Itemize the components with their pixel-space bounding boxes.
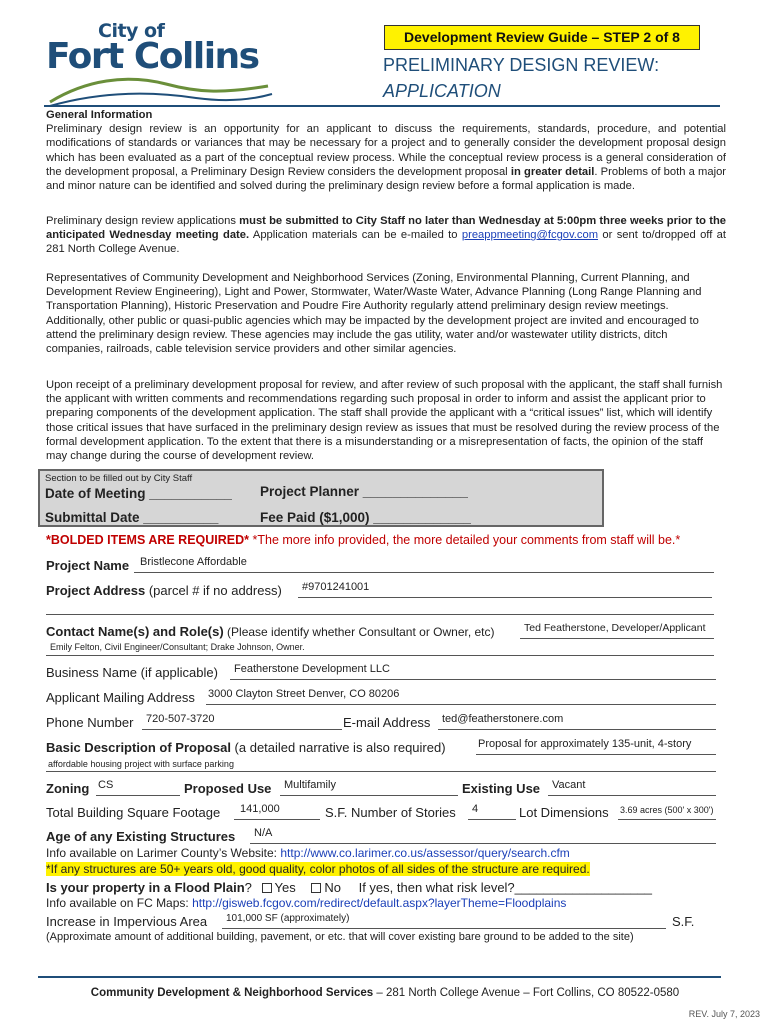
larimer-text: Info available on Larimer County’s Website: bbox=[46, 846, 281, 860]
text: Application materials can be e-mailed to bbox=[249, 229, 462, 242]
impervious-label: Increase in Impervious Area bbox=[46, 914, 208, 929]
zoning-label: Zoning bbox=[46, 781, 90, 796]
contact-label: Contact Name(s) and Role(s) bbox=[46, 624, 224, 639]
email-label: E-mail Address bbox=[343, 715, 431, 730]
larimer-info bbox=[46, 846, 570, 860]
fcmaps-text: Info available on FC Maps: bbox=[46, 896, 193, 910]
sqft-label: Total Building Square Footage bbox=[46, 805, 221, 820]
date-of-meeting-field: Date of Meeting ___________ bbox=[45, 486, 232, 501]
photos-note-text: *If any structures are 50+ years old, good quality, color photos of all sides of the structure are required. bbox=[46, 862, 590, 876]
age-line bbox=[250, 843, 716, 844]
flood-yes-label: Yes bbox=[274, 880, 296, 895]
description-input[interactable]: Proposal for approximately 135-unit, 4-story bbox=[478, 738, 692, 750]
phone-line bbox=[142, 729, 342, 730]
sqft-row bbox=[46, 805, 220, 820]
contact-note: (Please identify whether Consultant or Owner, etc) bbox=[223, 625, 495, 639]
existing-use-row bbox=[462, 781, 540, 796]
impervious-unit: S.F. bbox=[672, 914, 695, 929]
text: Preliminary design review applications bbox=[46, 215, 240, 227]
text-bold: must be submitted to City Staff no later than Wednesday at 5:00pm three weeks prior to the anticipated Wednesday meeting date. bbox=[46, 215, 727, 242]
general-info-paragraph-2 bbox=[46, 214, 726, 257]
larimer-link[interactable]: http://www.co.larimer.co.us/assessor/query/search.cfm bbox=[280, 846, 570, 860]
email-link[interactable]: preappmeeting@fcgov.com bbox=[461, 229, 599, 242]
mailing-row bbox=[46, 690, 195, 705]
text-bold: in greater detail bbox=[510, 165, 595, 178]
flood-risk-label: If yes, then what risk level?___________________ bbox=[358, 880, 653, 895]
photos-note bbox=[46, 862, 590, 876]
footer-address: – 281 North College Avenue – Fort Collins, CO 80522-0580 bbox=[373, 987, 680, 999]
contact-row bbox=[46, 624, 495, 639]
impervious-input[interactable]: 101,000 SF (approximately) bbox=[226, 913, 350, 924]
existing-use-line bbox=[548, 795, 716, 796]
email-input[interactable]: ted@featherstonere.com bbox=[442, 713, 564, 725]
lot-label: Lot Dimensions bbox=[519, 805, 609, 820]
text: Preliminary design review is an opportunity for an applicant to discuss the requirements, standards, procedure, and potential modifications of standards or variances that may be necessary for a project and to generally consider the development proposal design which has been evaluated as a part of the conceptual review process. While the conceptual review process is a general consideration of the development proposal, a Preliminary Design Review considers the development proposal bbox=[46, 123, 726, 178]
flood-q: ? bbox=[244, 880, 252, 895]
project-address-line bbox=[298, 597, 712, 598]
text: or sent to/dropped off at 281 North College Avenue. bbox=[46, 229, 726, 256]
impervious-line bbox=[222, 928, 666, 929]
phone-label: Phone Number bbox=[46, 715, 134, 730]
fee-paid-field: Fee Paid ($1,000) _____________ bbox=[260, 510, 471, 525]
business-name-label: Business Name (if applicable) bbox=[46, 665, 218, 680]
city-logo bbox=[46, 20, 276, 110]
contact-line-2 bbox=[46, 655, 714, 656]
business-name-line bbox=[230, 679, 716, 680]
contact-input[interactable]: Ted Featherstone, Developer/Applicant bbox=[524, 622, 706, 634]
page-subtitle: APPLICATION bbox=[383, 81, 501, 101]
lot-line bbox=[618, 819, 716, 820]
header-divider bbox=[44, 105, 720, 107]
proposed-use-input[interactable]: Multifamily bbox=[284, 779, 336, 791]
flood-no-checkbox[interactable] bbox=[311, 883, 321, 893]
general-info-paragraph-3: Representatives of Community Development and Neighborhood Services (Zoning, Environmental Planning, Current Planning, and Development Review Engineering), Light and Power, Stormwater, Water/Waste Water, Advance Planning (Long Range Planning and Transportation Planning), Historic Preservation and Poudre Fire Authority regularly attend preliminary design review meetings. Additionally, other public or quasi-public agencies which may be impacted by the development project are invited and encouraged to attend the preliminary design review. These agencies may include the gas utility, water and/or wastewater utility districts, ditch companies, railroads, cable television service providers and other similar agencies. bbox=[46, 272, 702, 356]
existing-use-input[interactable]: Vacant bbox=[552, 779, 586, 791]
phone-row bbox=[46, 715, 133, 730]
footer bbox=[0, 987, 770, 999]
project-planner-field: Project Planner ______________ bbox=[260, 484, 468, 499]
general-info-paragraph-4: Upon receipt of a preliminary development proposal for review, and after review of such proposal with the applicant, the staff shall furnish the applicant with written comments and recommendations regarding such proposal in order to inform and assist the applicant prior to preparing components of the development application. The staff shall provide the applicant with a “critical issues” list, which will identify those critical issues that have surfaced in the preliminary design review as issues that must be resolved during the review process of the formal development application. To the extent that there is a misunderstanding or a misrepresentation of facts, the opinion of the staff may change during the course of development review. bbox=[46, 379, 723, 463]
email-line bbox=[438, 729, 716, 730]
email-row bbox=[343, 715, 430, 730]
logo-city-of: City of bbox=[98, 20, 165, 42]
description-line bbox=[476, 754, 716, 755]
contact-input-2[interactable]: Emily Felton, Civil Engineer/Consultant; Drake Johnson, Owner. bbox=[50, 642, 305, 652]
project-address-input[interactable]: #9701241001 bbox=[302, 581, 370, 593]
proposed-use-row bbox=[184, 781, 271, 796]
flood-label: Is your property in a Flood Plain bbox=[46, 880, 245, 895]
page-title: PRELIMINARY DESIGN REVIEW: bbox=[383, 55, 660, 75]
required-bold: *BOLDED ITEMS ARE REQUIRED* bbox=[46, 533, 250, 547]
description-label: Basic Description of Proposal bbox=[46, 740, 231, 755]
stories-row bbox=[325, 805, 456, 820]
description-line-2 bbox=[46, 771, 716, 772]
revision-date: REV. July 7, 2023 bbox=[688, 1009, 760, 1019]
flood-yes-checkbox[interactable] bbox=[262, 883, 272, 893]
mailing-input[interactable]: 3000 Clayton Street Denver, CO 80206 bbox=[208, 688, 400, 700]
project-address-note: (parcel # if no address) bbox=[145, 583, 282, 598]
footer-dept: Community Development & Neighborhood Services bbox=[90, 987, 374, 999]
sqft-line bbox=[234, 819, 320, 820]
project-name-row bbox=[46, 558, 129, 573]
age-input[interactable]: N/A bbox=[254, 827, 273, 839]
project-address-line-2 bbox=[46, 614, 714, 615]
age-label: Age of any Existing Structures bbox=[46, 829, 236, 844]
required-rest: *The more info provided, the more detailed your comments from staff will be.* bbox=[249, 533, 681, 547]
description-note: (a detailed narrative is also required) bbox=[230, 740, 446, 755]
lot-input[interactable]: 3.69 acres (500' x 300') bbox=[620, 805, 714, 815]
phone-input[interactable]: 720-507-3720 bbox=[146, 713, 215, 725]
fcmaps-link[interactable]: http://gisweb.fcgov.com/redirect/default.aspx?layerTheme=Floodplains bbox=[192, 896, 567, 910]
existing-use-label: Existing Use bbox=[462, 781, 541, 796]
section-heading: General Information bbox=[46, 109, 153, 121]
required-note bbox=[46, 533, 680, 547]
sqft-input[interactable]: 141,000 bbox=[240, 803, 280, 815]
contact-line bbox=[520, 638, 714, 639]
proposed-use-label: Proposed Use bbox=[184, 781, 272, 796]
business-name-row bbox=[46, 665, 218, 680]
stories-label: S.F. Number of Stories bbox=[325, 805, 456, 820]
project-name-label: Project Name bbox=[46, 558, 130, 573]
proposed-use-line bbox=[280, 795, 458, 796]
zoning-line bbox=[96, 795, 180, 796]
business-name-input[interactable]: Featherstone Development LLC bbox=[234, 663, 390, 675]
staff-caption: Section to be filled out by City Staff bbox=[45, 473, 193, 484]
mailing-line bbox=[206, 704, 716, 705]
mailing-label: Applicant Mailing Address bbox=[46, 690, 195, 705]
step-indicator: Development Review Guide – STEP 2 of 8 bbox=[384, 25, 700, 50]
general-info-paragraph-1 bbox=[46, 108, 726, 193]
impervious-note: (Approximate amount of additional building, pavement, or etc. that will cover existing bare ground to be added to the site) bbox=[46, 931, 634, 943]
submittal-date-field: Submittal Date __________ bbox=[45, 510, 219, 525]
age-row bbox=[46, 829, 235, 844]
fcmaps-info bbox=[46, 896, 566, 910]
project-address-label: Project Address bbox=[46, 583, 146, 598]
flood-no-label: No bbox=[324, 880, 341, 895]
impervious-row bbox=[46, 914, 207, 929]
logo-swoosh-icon bbox=[46, 70, 276, 110]
lot-row bbox=[519, 805, 609, 820]
zoning-input[interactable]: CS bbox=[98, 779, 114, 791]
description-row bbox=[46, 740, 446, 755]
logo-fort-collins: Fort Collins bbox=[46, 36, 259, 77]
project-name-line bbox=[134, 572, 714, 573]
stories-input[interactable]: 4 bbox=[472, 803, 479, 815]
text: . Problems of both a major and minor nature can be identified and solved during the preliminary design review before a formal application is made. bbox=[46, 165, 727, 193]
description-input-2[interactable]: affordable housing project with surface parking bbox=[48, 759, 234, 769]
project-name-input[interactable]: Bristlecone Affordable bbox=[140, 556, 247, 568]
footer-divider bbox=[38, 976, 721, 978]
staff-section-box bbox=[38, 469, 604, 527]
project-address-row bbox=[46, 583, 282, 598]
stories-line bbox=[468, 819, 516, 820]
flood-row bbox=[46, 880, 652, 895]
zoning-row bbox=[46, 781, 89, 796]
